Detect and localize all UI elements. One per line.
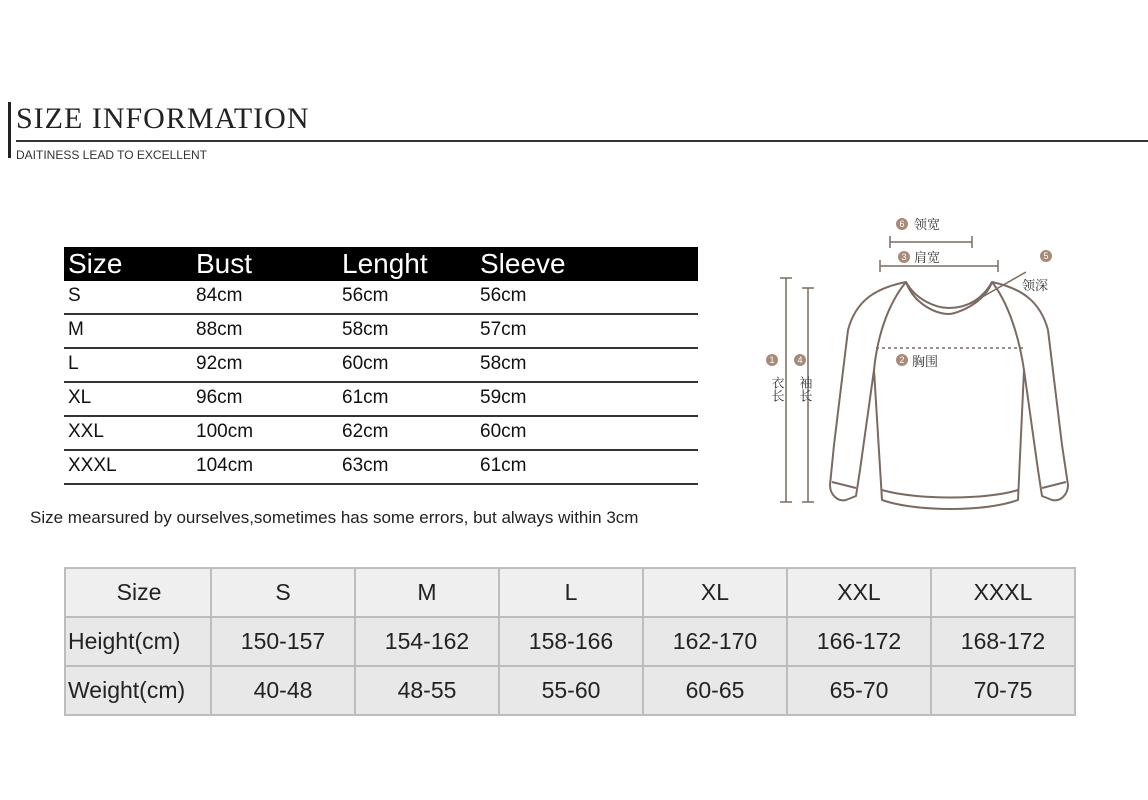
row-label-weight: Weight(cm)	[65, 666, 211, 715]
size-cell: XXL	[68, 421, 104, 442]
cuff-right	[1042, 482, 1066, 488]
bust-cell: 96cm	[196, 387, 243, 408]
garment-measurement-diagram	[756, 200, 1148, 530]
length-cell: 56cm	[342, 285, 389, 306]
marker-shoulder: 3	[901, 252, 907, 262]
raglan-right	[992, 282, 1024, 370]
table-row	[64, 315, 698, 349]
header-sleeve: Sleeve	[480, 248, 566, 279]
length-cell: 62cm	[342, 421, 389, 442]
size-cell: M	[68, 319, 84, 340]
label-shoulder: 肩宽	[914, 251, 941, 266]
hem-band	[882, 490, 1018, 498]
table-row	[65, 568, 1075, 617]
size-cell: XXL	[787, 568, 931, 617]
height-cell: 162-170	[643, 617, 787, 666]
bust-cell: 84cm	[196, 285, 243, 306]
length-cell: 61cm	[342, 387, 389, 408]
size-cell: M	[355, 568, 499, 617]
weight-cell: 55-60	[499, 666, 643, 715]
bust-cell: 100cm	[196, 421, 254, 442]
size-cell: XXXL	[931, 568, 1075, 617]
sleeve-cell: 56cm	[480, 285, 527, 306]
height-cell: 166-172	[787, 617, 931, 666]
header-length: Lenght	[342, 248, 428, 279]
header-bust: Bust	[196, 248, 253, 279]
table-row	[64, 417, 698, 451]
sleeve-cell: 61cm	[480, 455, 527, 476]
measurement-table	[64, 247, 698, 485]
size-cell: L	[68, 353, 79, 374]
height-cell: 168-172	[931, 617, 1075, 666]
header-divider	[16, 140, 1148, 142]
weight-cell: 60-65	[643, 666, 787, 715]
marker-length: 1	[769, 355, 775, 365]
sleeve-cell: 60cm	[480, 421, 527, 442]
measurement-note: Size mearsured by ourselves,sometimes has some errors, but always within 3cm	[30, 508, 639, 527]
size-cell: XL	[643, 568, 787, 617]
row-label-size: Size	[65, 568, 211, 617]
table-row	[64, 349, 698, 383]
neck-depth-pointer	[970, 272, 1026, 304]
label-length: 衣长	[768, 376, 784, 402]
length-cell: 60cm	[342, 353, 389, 374]
sleeve-cell: 59cm	[480, 387, 527, 408]
sweater-outline	[830, 282, 1068, 509]
sleeve-cell: 58cm	[480, 353, 527, 374]
sleeve-cell: 57cm	[480, 319, 527, 340]
weight-cell: 65-70	[787, 666, 931, 715]
measurement-table-header	[64, 247, 698, 281]
length-cell: 63cm	[342, 455, 389, 476]
size-cell: S	[211, 568, 355, 617]
table-row	[64, 451, 698, 485]
height-cell: 158-166	[499, 617, 643, 666]
weight-cell: 40-48	[211, 666, 355, 715]
size-fit-table	[64, 567, 1076, 716]
table-row	[65, 617, 1075, 666]
bust-cell: 104cm	[196, 455, 254, 476]
marker-chest: 2	[899, 355, 905, 365]
weight-cell: 70-75	[931, 666, 1075, 715]
neckline	[906, 282, 992, 308]
table-row	[64, 281, 698, 315]
header-size: Size	[68, 248, 123, 279]
page-subtitle: DAITINESS LEAD TO EXCELLENT	[16, 148, 207, 162]
weight-cell: 48-55	[355, 666, 499, 715]
bust-cell: 92cm	[196, 353, 243, 374]
label-neck-width: 领宽	[914, 218, 941, 233]
label-sleeve: 袖长	[796, 376, 812, 402]
height-cell: 154-162	[355, 617, 499, 666]
size-cell: L	[499, 568, 643, 617]
page-title: SIZE INFORMATION	[16, 102, 310, 135]
length-cell: 58cm	[342, 319, 389, 340]
marker-neck-depth: 5	[1043, 251, 1049, 261]
height-cell: 150-157	[211, 617, 355, 666]
size-cell: S	[68, 285, 81, 306]
table-row	[64, 383, 698, 417]
label-chest: 胸围	[912, 355, 939, 370]
header-accent-bar	[8, 102, 11, 158]
table-row	[65, 666, 1075, 715]
size-cell: XL	[68, 387, 92, 408]
marker-neck-width: 6	[899, 219, 905, 229]
row-label-height: Height(cm)	[65, 617, 211, 666]
marker-sleeve: 4	[797, 355, 803, 365]
bust-cell: 88cm	[196, 319, 243, 340]
size-cell: XXXL	[68, 455, 117, 476]
cuff-left	[832, 482, 856, 488]
label-neck-depth: 领深	[1022, 279, 1049, 294]
